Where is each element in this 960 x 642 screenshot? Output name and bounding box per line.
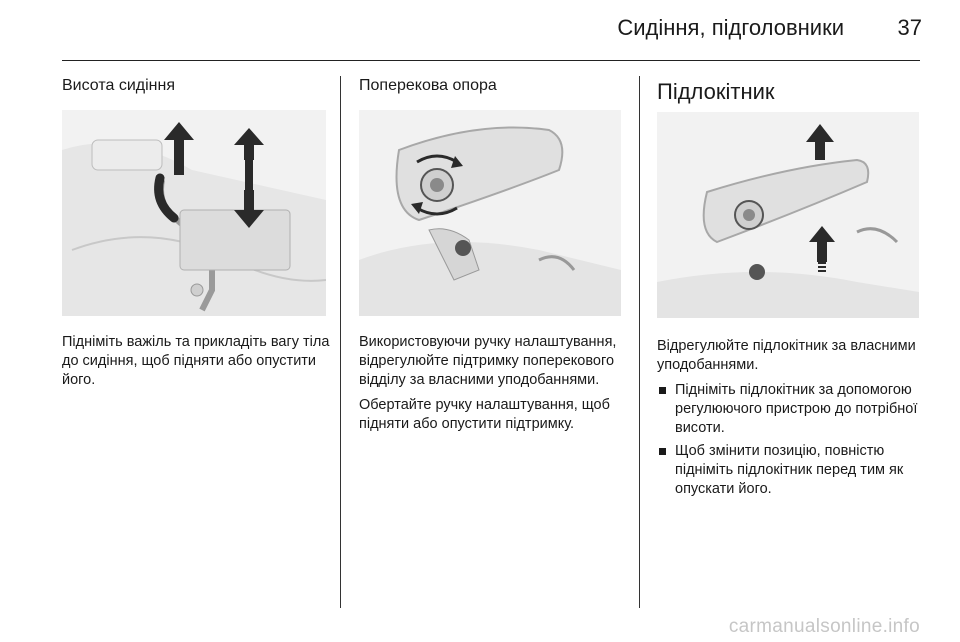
section-heading-lumbar-support: Поперекова опора	[359, 77, 497, 94]
seat-height-paragraph: Підніміть важіль та прикладіть вагу тіла до сидіння, щоб підняти або опустити його.	[62, 334, 330, 388]
lumbar-support-illustration	[359, 110, 621, 316]
lumbar-support-paragraph-2: Обертайте ручку налаштування, щоб підняти або опустити підтримку.	[359, 397, 610, 432]
page-header-title: Сидіння, підголовники	[617, 15, 844, 40]
armrest-bullet-list	[657, 381, 923, 499]
bullet-square-icon	[659, 387, 666, 394]
bullet-square-icon	[659, 448, 666, 455]
armrest-paragraph: Відрегулюйте підлокітник за власними уподобаннями.	[657, 338, 916, 373]
lumbar-support-text	[359, 333, 625, 440]
armrest-bullet-1-text: Підніміть підлокітник за допомогою регулюючого пристрою до потрібної висоти.	[675, 382, 918, 436]
column-seat-height	[62, 76, 328, 96]
seat-height-text	[62, 333, 330, 396]
watermark: carmanualsonline.info	[728, 616, 920, 637]
armrest-illustration	[657, 112, 919, 318]
seat-height-illustration	[62, 110, 326, 316]
lumbar-support-paragraph-1: Використовуючи ручку налаштування, відрегулюйте підтримку поперекового відділу за власними уподобаннями.	[359, 334, 617, 388]
page-number: 37	[897, 15, 922, 40]
header-rule	[62, 60, 920, 61]
section-heading-seat-height: Висота сидіння	[62, 77, 175, 94]
column-lumbar-support	[359, 76, 623, 96]
list-item	[657, 381, 923, 438]
list-item	[657, 442, 923, 499]
column-divider-1	[340, 76, 341, 608]
armrest-bullet-2-text: Щоб змінити позицію, повністю підніміть підлокітник перед тим як опускати його.	[675, 443, 904, 497]
armrest-text	[657, 337, 923, 503]
column-armrest	[657, 76, 921, 106]
column-divider-2	[639, 76, 640, 608]
section-heading-armrest: Підлокітник	[657, 79, 775, 104]
